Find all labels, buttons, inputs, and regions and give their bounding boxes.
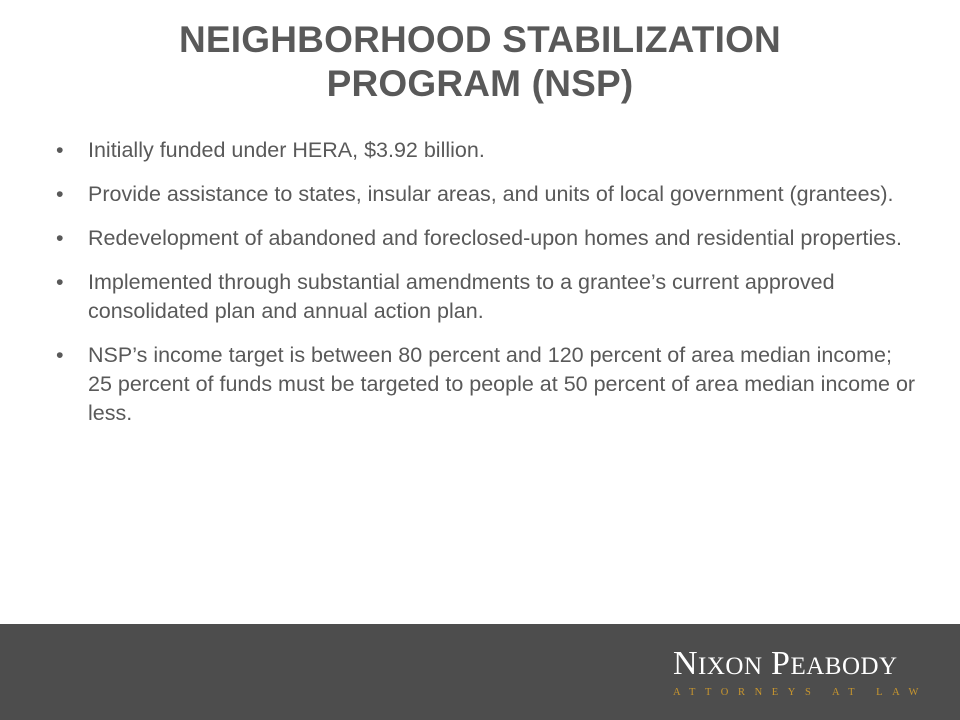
bullet-text: NSP’s income target is between 80 percent and 120 percent of area median income; 25 percent of funds must be targeted to people at 50 percent of area median income or less.	[88, 343, 916, 425]
logo-name	[673, 646, 928, 684]
logo-initial-p: P	[771, 645, 791, 682]
bullet-icon: •	[56, 138, 64, 162]
logo-word-ixon: IXON	[698, 653, 763, 680]
bullet-icon: •	[56, 226, 64, 250]
slide-title	[60, 18, 900, 106]
bullet-item	[56, 224, 916, 253]
bullet-text: Provide assistance to states, insular areas, and units of local government (grantees).	[88, 182, 894, 206]
bullet-text: Implemented through substantial amendments to a grantee’s current approved consolidated plan and annual action plan.	[88, 270, 835, 323]
bullet-list	[56, 136, 916, 443]
bullet-item	[56, 341, 916, 428]
slide-title-line-2: PROGRAM (NSP)	[326, 63, 634, 104]
logo-tagline: ATTORNEYS AT LAW	[672, 687, 928, 698]
bullet-item	[56, 136, 916, 165]
bullet-icon: •	[56, 343, 64, 367]
nixon-peabody-logo	[673, 646, 928, 698]
logo-word-eabody: EABODY	[790, 653, 898, 680]
bullet-text: Initially funded under HERA, $3.92 billion.	[88, 138, 485, 162]
logo-initial-n: N	[672, 645, 699, 682]
bullet-item	[56, 180, 916, 209]
bullet-icon: •	[56, 182, 64, 206]
bullet-icon: •	[56, 270, 64, 294]
slide-title-line-1: NEIGHBORHOOD STABILIZATION	[179, 19, 781, 60]
bullet-item	[56, 268, 916, 326]
bullet-text: Redevelopment of abandoned and foreclosed-upon homes and residential properties.	[88, 226, 902, 250]
footer-bar	[0, 624, 960, 720]
